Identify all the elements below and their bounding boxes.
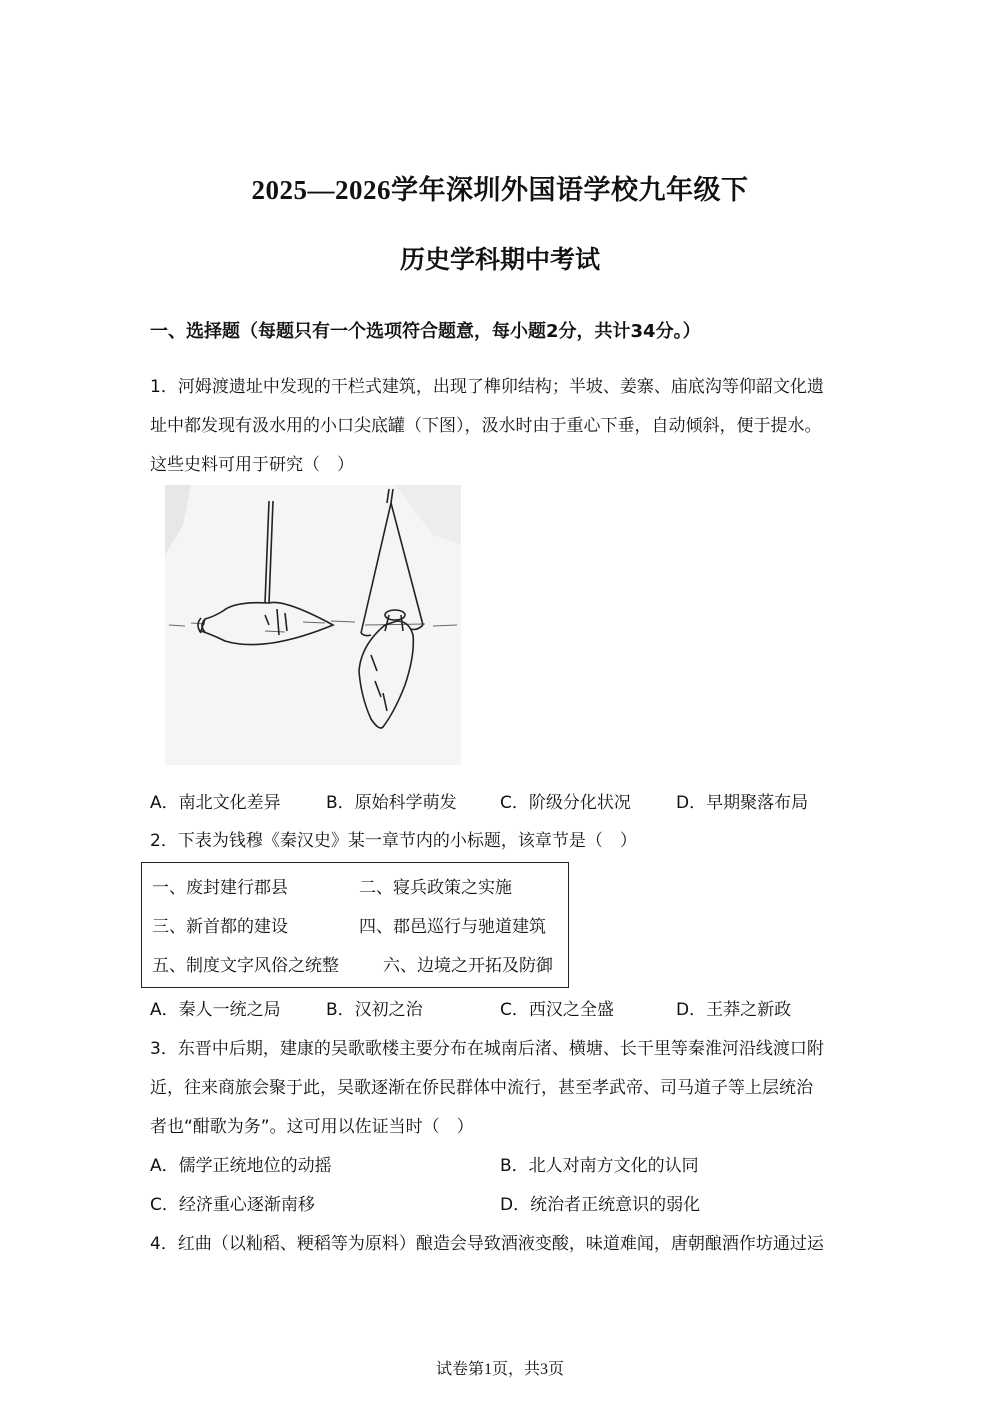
table-cell: 一、废封建行郡县 (152, 878, 288, 898)
question-3-option-c[interactable]: C．经济重心逐渐南移 (150, 1195, 315, 1215)
question-1-option-a[interactable]: A．南北文化差异 (150, 793, 281, 813)
question-2-option-d[interactable]: D．王莽之新政 (676, 1000, 792, 1020)
table-cell: 三、新首都的建设 (152, 917, 288, 937)
table-cell: 四、郡邑巡行与驰道建筑 (359, 917, 546, 937)
table-cell: 五、制度文字风俗之统整 (152, 956, 339, 976)
question-1-option-b[interactable]: B．原始科学萌发 (326, 793, 457, 813)
question-2-line-1: 2．下表为钱穆《秦汉史》某一章节内的小标题，该章节是（ ） (150, 831, 637, 851)
exam-subtitle: 历史学科期中考试 (399, 245, 600, 274)
question-1-line-2: 址中都发现有汲水用的小口尖底罐（下图），汲水时由于重心下垂，自动倾斜，便于提水。 (150, 416, 822, 436)
pointed-bottom-jar-figure (165, 485, 461, 765)
question-3-option-d[interactable]: D．统治者正统意识的弱化 (500, 1195, 701, 1215)
section-heading: 一、选择题（每题只有一个选项符合题意，每小题2分，共计34分。） (150, 321, 701, 342)
table-cell: 六、边境之开拓及防御 (383, 956, 553, 976)
question-1-line-1: 1．河姆渡遗址中发现的干栏式建筑，出现了榫卯结构；半坡、姜寨、庙底沟等仰韶文化遗 (150, 377, 824, 397)
question-1-option-d[interactable]: D．早期聚落布局 (676, 793, 809, 813)
question-1-line-3: 这些史料可用于研究（ ） (150, 455, 354, 475)
question-3-line-1: 3．东晋中后期，建康的吴歌歌楼主要分布在城南后渚、横塘、长干里等秦淮河沿线渡口附 (150, 1039, 824, 1059)
page-footer: 试卷第1页，共3页 (435, 1361, 564, 1378)
question-3-line-2: 近，往来商旅会聚于此，吴歌逐渐在侨民群体中流行，甚至孝武帝、司马道子等上层统治 (150, 1078, 813, 1098)
question-3-option-b[interactable]: B．北人对南方文化的认同 (500, 1156, 699, 1176)
question-3-option-a[interactable]: A．儒学正统地位的动摇 (150, 1156, 332, 1176)
question-2-option-c[interactable]: C．西汉之全盛 (500, 1000, 614, 1020)
exam-title: 2025—2026学年深圳外国语学校九年级下 (251, 175, 749, 205)
table-cell: 二、寝兵政策之实施 (359, 878, 512, 898)
question-3-line-3: 者也“酣歌为务”。这可用以佐证当时（ ） (150, 1117, 474, 1137)
question-1-option-c[interactable]: C．阶级分化状况 (500, 793, 631, 813)
question-2-option-b[interactable]: B．汉初之治 (326, 1000, 423, 1020)
question-2-option-a[interactable]: A．秦人一统之局 (150, 1000, 281, 1020)
question-4-line-1: 4．红曲（以籼稻、粳稻等为原料）酿造会导致酒液变酸，味道难闻，唐朝酿酒作坊通过运 (150, 1234, 824, 1254)
